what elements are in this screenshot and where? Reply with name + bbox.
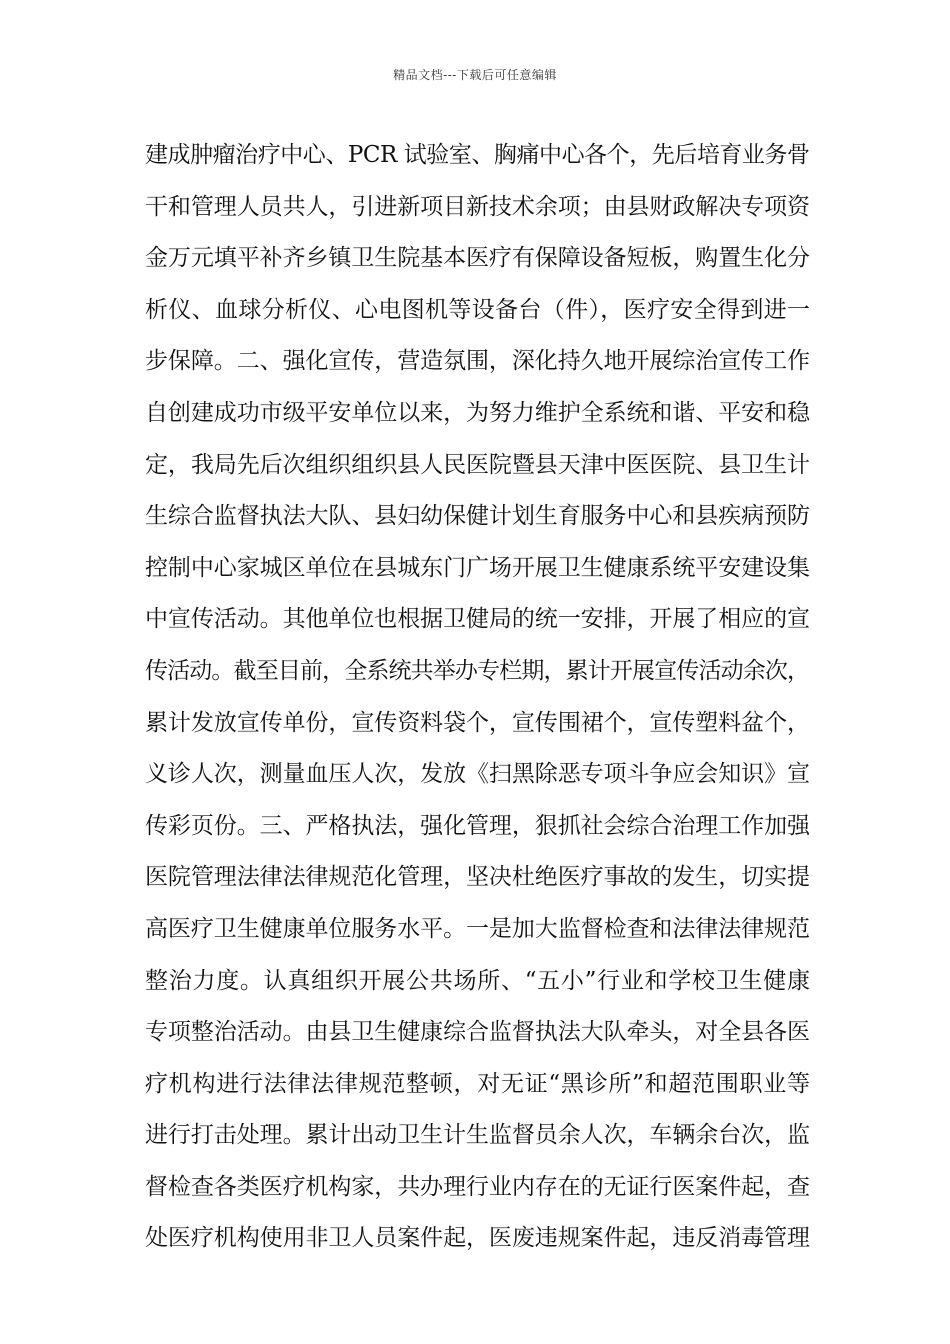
text-line: 高医疗卫生健康单位服务水平。一是加大监督检查和法律法律规范 bbox=[145, 915, 810, 942]
body-text bbox=[145, 130, 810, 1265]
text-line: 疗机构进行法律法律规范整顿，对无证“黑诊所”和超范围职业等 bbox=[145, 1070, 811, 1097]
text-line: 自创建成功市级平安单位以来，为努力维护全系统和谐、平安和稳 bbox=[145, 399, 810, 426]
page-header: 精品文档---下载后可任意编辑 bbox=[393, 68, 557, 82]
text-line: 传活动。截至目前，全系统共举办专栏期，累计开展宣传活动余次， bbox=[145, 657, 810, 684]
text-line: 进行打击处理。累计出动卫生计生监督员余人次，车辆余台次，监 bbox=[145, 1122, 810, 1149]
text-line: 传彩页份。三、严格执法，强化管理，狠抓社会综合治理工作加强 bbox=[145, 812, 810, 839]
text-line: 步保障。二、强化宣传，营造氛围，深化持久地开展综治宣传工作 bbox=[145, 348, 810, 375]
text-line: 义诊人次，测量血压人次，发放《扫黑除恶专项斗争应会知识》宣 bbox=[145, 761, 810, 788]
text-line: 专项整治活动。由县卫生健康综合监督执法大队牵头，对全县各医 bbox=[145, 1019, 810, 1046]
text-line: 处医疗机构使用非卫人员案件起，医废违规案件起，违反消毒管理 bbox=[145, 1225, 810, 1252]
text-line: 累计发放宣传单份，宣传资料袋个，宣传围裙个，宣传塑料盆个， bbox=[145, 709, 810, 736]
text-line: 建成肿瘤治疗中心、PCR 试验室、胸痛中心各个，先后培育业务骨 bbox=[145, 142, 810, 168]
text-line: 医院管理法律法律规范化管理，坚决杜绝医疗事故的发生，切实提 bbox=[145, 864, 810, 891]
text-line: 金万元填平补齐乡镇卫生院基本医疗有保障设备短板，购置生化分 bbox=[145, 245, 810, 272]
text-line: 定，我局先后次组织组织县人民医院暨县天津中医医院、县卫生计 bbox=[145, 451, 810, 478]
text-line: 中宣传活动。其他单位也根据卫健局的统一安排，开展了相应的宣 bbox=[145, 606, 810, 633]
text-line: 干和管理人员共人，引进新项目新技术余项；由县财政解决专项资 bbox=[145, 193, 810, 220]
text-line: 督检查各类医疗机构家，共办理行业内存在的无证行医案件起，查 bbox=[145, 1173, 810, 1200]
text-line: 生综合监督执法大队、县妇幼保健计划生育服务中心和县疾病预防 bbox=[145, 503, 810, 530]
text-line: 整治力度。认真组织开展公共场所、“五小”行业和学校卫生健康 bbox=[145, 967, 811, 994]
text-line: 析仪、血球分析仪、心电图机等设备台（件），医疗安全得到进一 bbox=[145, 296, 811, 323]
text-line: 控制中心家城区单位在县城东门广场开展卫生健康系统平安建设集 bbox=[145, 554, 810, 581]
